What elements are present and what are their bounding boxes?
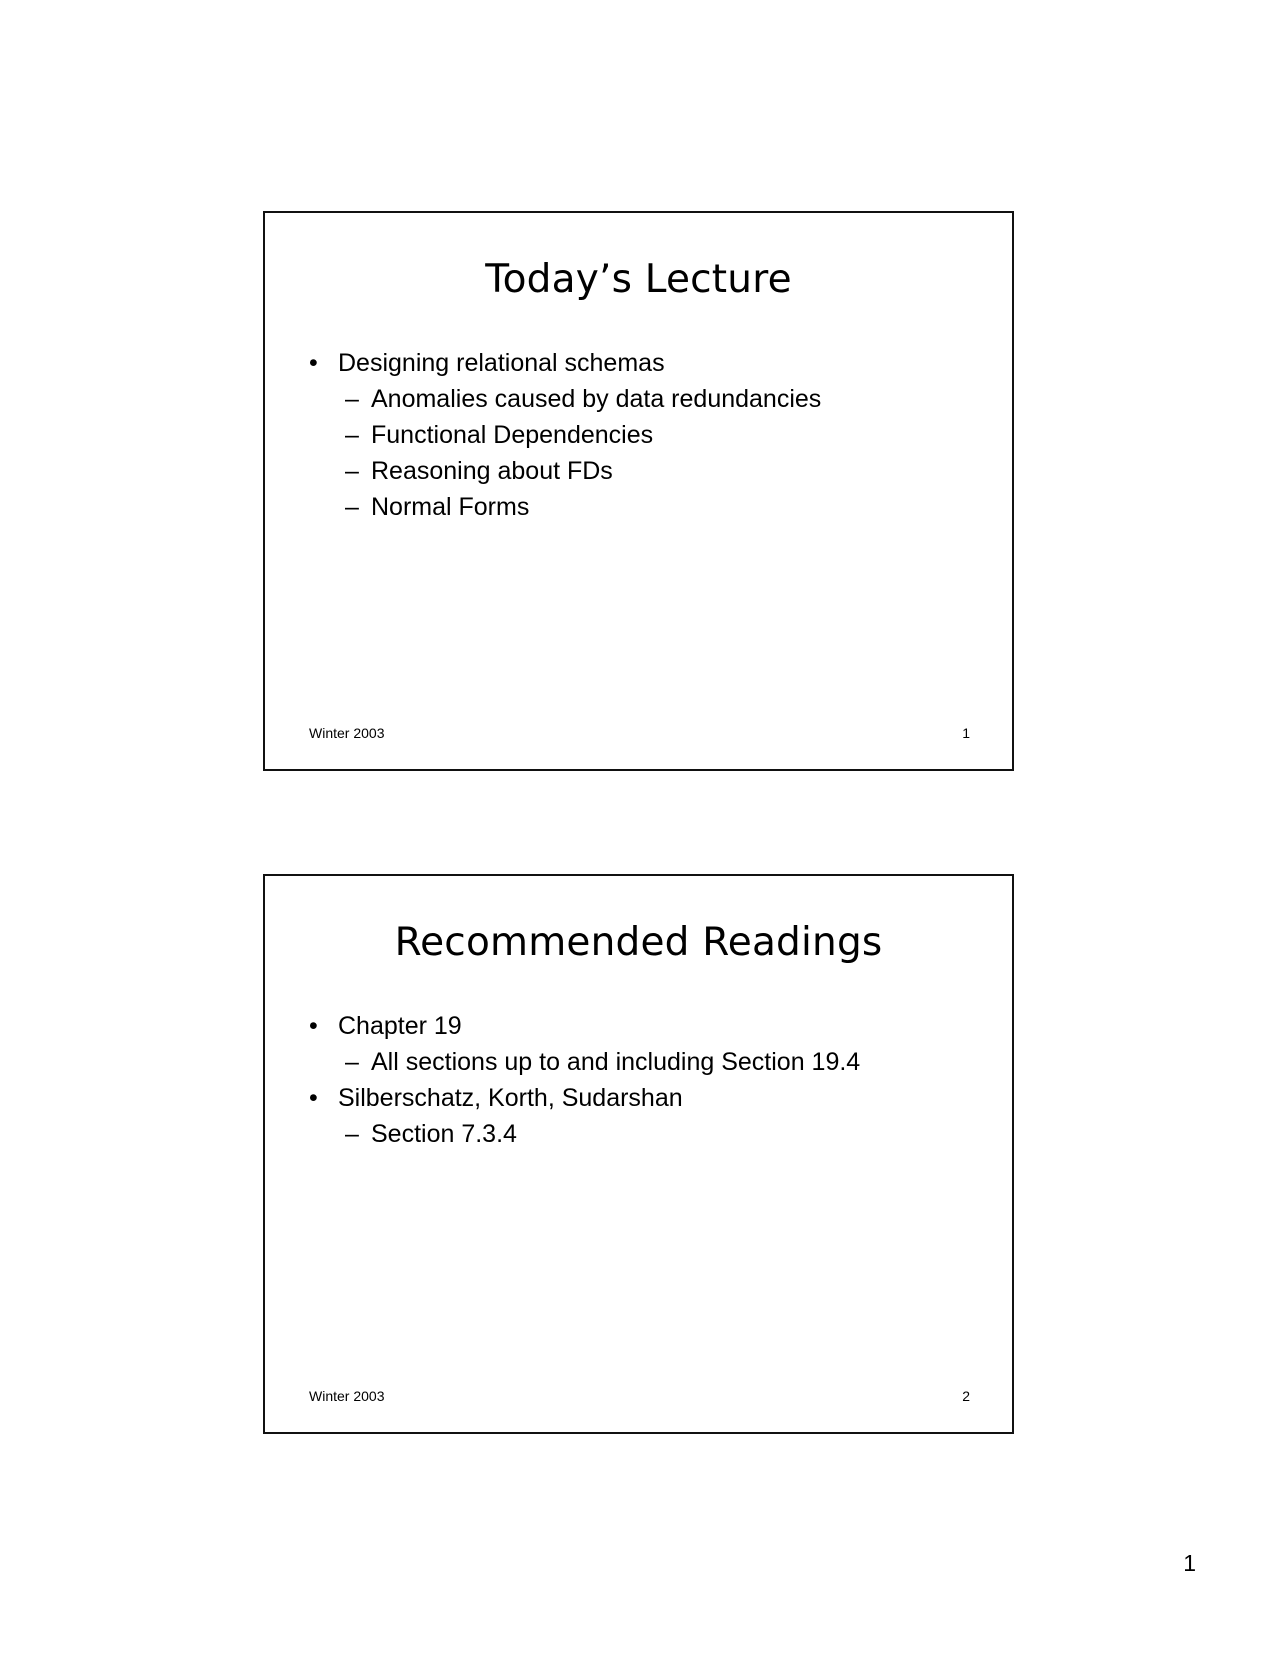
slide-footer-date: Winter 2003 (309, 1388, 385, 1404)
sub-bullet-text: Normal Forms (371, 493, 530, 521)
bullet-item (309, 1080, 982, 1116)
page-number: 1 (1183, 1550, 1196, 1576)
slide-footer-date: Winter 2003 (309, 725, 385, 741)
dash-icon: – (345, 1048, 359, 1076)
slide-2 (263, 874, 1014, 1434)
sub-bullet-text: All sections up to and including Section 19.4 (371, 1048, 861, 1076)
bullet-text: Designing relational schemas (338, 349, 665, 377)
sub-bullet-text: Functional Dependencies (371, 421, 654, 449)
slide-number: 2 (962, 1388, 970, 1404)
sub-bullet-text: Reasoning about FDs (371, 457, 613, 485)
bullet-text: Chapter 19 (338, 1012, 462, 1040)
sub-bullet-item (309, 381, 982, 417)
sub-bullet-text: Section 7.3.4 (371, 1120, 517, 1148)
bullet-item (309, 1008, 982, 1044)
sub-bullet-item (309, 489, 982, 525)
bullet-text: Silberschatz, Korth, Sudarshan (338, 1084, 683, 1112)
bullet-icon: • (309, 1084, 318, 1112)
sub-bullet-item (309, 453, 982, 489)
bullet-list (309, 345, 982, 525)
slide-number: 1 (962, 725, 970, 741)
bullet-item (309, 345, 982, 381)
dash-icon: – (345, 493, 359, 521)
dash-icon: – (345, 1120, 359, 1148)
dash-icon: – (345, 421, 359, 449)
dash-icon: – (345, 457, 359, 485)
sub-bullet-item (309, 417, 982, 453)
bullet-icon: • (309, 349, 318, 377)
sub-bullet-text: Anomalies caused by data redundancies (371, 385, 822, 413)
dash-icon: – (345, 385, 359, 413)
slide-title: Today’s Lecture (485, 257, 792, 302)
sub-bullet-item (309, 1044, 982, 1080)
slide-1 (263, 211, 1014, 771)
sub-bullet-item (309, 1116, 982, 1152)
bullet-list (309, 1008, 982, 1152)
slide-title: Recommended Readings (394, 920, 883, 965)
bullet-icon: • (309, 1012, 318, 1040)
